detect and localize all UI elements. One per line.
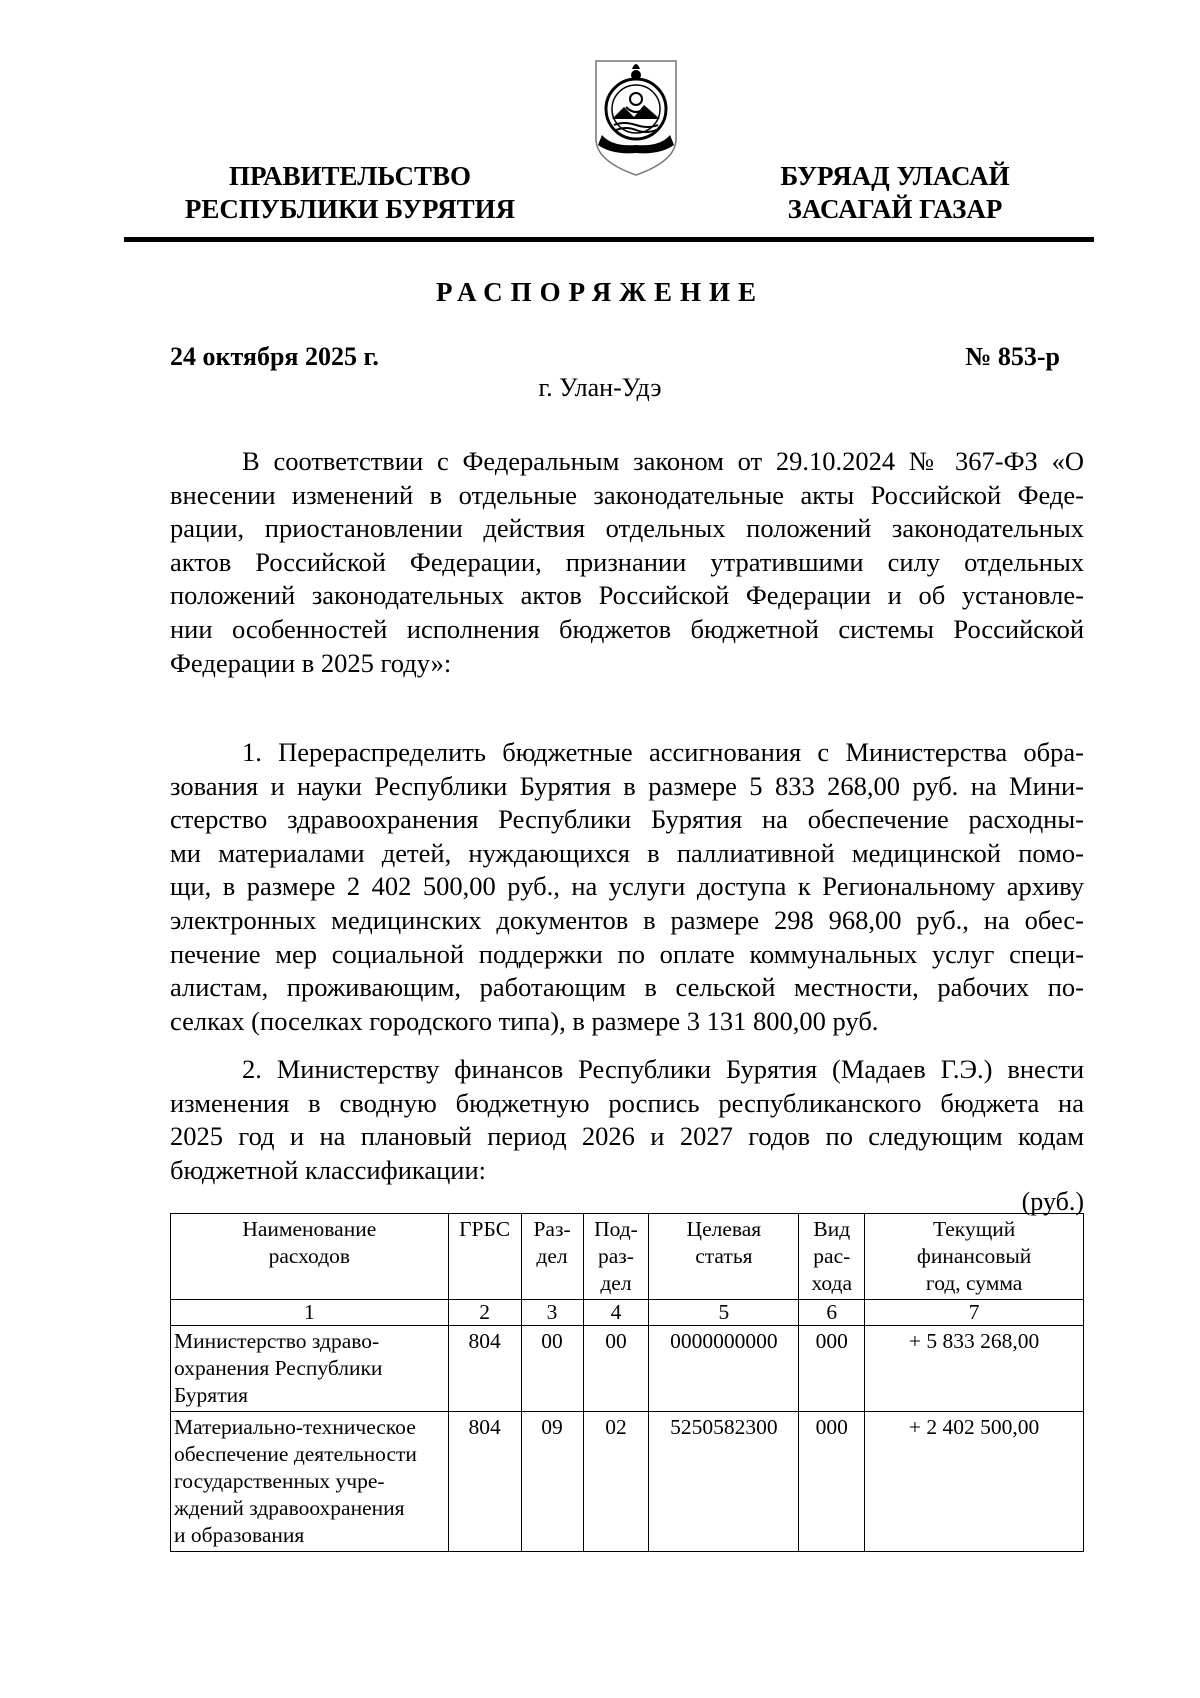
document-number: № 853-р — [965, 342, 1060, 371]
issuer-line-1: ПРАВИТЕЛЬСТВО — [228, 161, 472, 191]
text-line: алистам, проживающим, работающим в сельской местности, рабочих по- — [170, 972, 1084, 1003]
col-num: 5 — [649, 1300, 799, 1326]
text-line: 2025 год и на плановый период 2026 и 2027 годов по следующим кодам — [170, 1121, 1084, 1152]
col-num: 1 — [171, 1300, 449, 1326]
text-line: стерство здравоохранения Республики Бурятия на обеспечение расходны- — [170, 804, 1084, 835]
table-unit-label: (руб.) — [1021, 1187, 1084, 1216]
col-num: 4 — [583, 1300, 649, 1326]
text-line: В соответствии с Федеральным законом от 29.10.2024 № 367-ФЗ «О — [242, 446, 1084, 476]
row-razdel: 00 — [521, 1326, 583, 1412]
text-line: нии особенностей исполнения бюджетов бюджетной системы Российской — [170, 613, 1084, 644]
text-line: ми материалами детей, нуждающихся в паллиативной медицинской помо- — [170, 837, 1084, 868]
header-razdel: Раз- дел — [521, 1214, 583, 1300]
table-header-row — [171, 1214, 1084, 1300]
text-line: печение мер социальной поддержки по оплате коммунальных услуг специ- — [170, 938, 1084, 969]
text-line: положений законодательных актов Российской Федерации и об установле- — [170, 580, 1084, 611]
issuer-buryat-line-1: БУРЯАД УЛАСАЙ — [780, 161, 1010, 191]
header-divider — [124, 237, 1094, 242]
table-row — [171, 1326, 1084, 1412]
row-name: Материально-техническое обеспечение деятельности государственных учре- ждений здравоохранения и образования — [171, 1412, 449, 1552]
text-line: зования и науки Республики Бурятия в размере 5 833 268,00 руб. на Мини- — [170, 770, 1084, 801]
text-line: 2. Министерству финансов Республики Бурятия (Мадаев Г.Э.) внести — [242, 1054, 1084, 1084]
item-1-paragraph — [170, 736, 1084, 1038]
row-summa: + 5 833 268,00 — [865, 1326, 1084, 1412]
row-podrazdel: 00 — [583, 1326, 649, 1412]
header-vid: Вид рас- хода — [799, 1214, 865, 1300]
text-line: актов Российской Федерации, признании утратившими силу отдельных — [170, 546, 1084, 577]
document-title: РАСПОРЯЖЕНИЕ — [435, 277, 765, 307]
row-celevaya: 0000000000 — [649, 1326, 799, 1412]
text-line: 1. Перераспределить бюджетные ассигнования с Министерства обра- — [242, 737, 1084, 767]
text-line: внесении изменений в отдельные законодательные акты Российской Феде- — [170, 479, 1084, 510]
header-celevaya: Целевая статья — [649, 1214, 799, 1300]
col-num: 2 — [448, 1300, 521, 1326]
header-name: Наименование расходов — [171, 1214, 449, 1300]
col-num: 7 — [865, 1300, 1084, 1326]
text-line: рации, приостановлении действия отдельных положений законодательных — [170, 513, 1084, 544]
row-vid: 000 — [799, 1326, 865, 1412]
text-line: бюджетной классификации: — [170, 1154, 487, 1185]
issuer-name-russian — [170, 160, 530, 226]
row-grbs: 804 — [448, 1326, 521, 1412]
row-razdel: 09 — [521, 1412, 583, 1552]
header-grbs: ГРБС — [448, 1214, 521, 1300]
header-summa: Текущий финансовый год, сумма — [865, 1214, 1084, 1300]
text-line: электронных медицинских документов в размере 298 968,00 руб., на обес- — [170, 904, 1084, 935]
row-podrazdel: 02 — [583, 1412, 649, 1552]
issuer-line-2: РЕСПУБЛИКИ БУРЯТИЯ — [184, 194, 516, 224]
document-city: г. Улан-Удэ — [538, 373, 662, 402]
row-summa: + 2 402 500,00 — [865, 1412, 1084, 1552]
text-line: щи, в размере 2 402 500,00 руб., на услуги доступа к Региональному архиву — [170, 871, 1084, 902]
text-line: Федерации в 2025 году»: — [170, 647, 452, 678]
budget-table — [170, 1213, 1084, 1552]
row-grbs: 804 — [448, 1412, 521, 1552]
item-2-paragraph — [170, 1053, 1084, 1187]
document-date: 24 октября 2025 г. — [170, 342, 379, 371]
row-name: Министерство здраво- охранения Республики Бурятия — [171, 1326, 449, 1412]
header-podrazdel: Под- раз- дел — [583, 1214, 649, 1300]
issuer-buryat-line-2: ЗАСАГАЙ ГАЗАР — [787, 194, 1003, 224]
table-row — [171, 1412, 1084, 1552]
text-line: селках (поселках городского типа), в размере 3 131 800,00 руб. — [170, 1005, 879, 1036]
coat-of-arms-emblem — [590, 57, 682, 179]
row-celevaya: 5250582300 — [649, 1412, 799, 1552]
row-vid: 000 — [799, 1412, 865, 1552]
col-num: 6 — [799, 1300, 865, 1326]
col-num: 3 — [521, 1300, 583, 1326]
text-line: изменения в сводную бюджетную роспись республиканского бюджета на — [170, 1087, 1084, 1118]
preamble-paragraph — [170, 445, 1084, 680]
column-number-row — [171, 1300, 1084, 1326]
issuer-name-buryat — [745, 160, 1045, 226]
